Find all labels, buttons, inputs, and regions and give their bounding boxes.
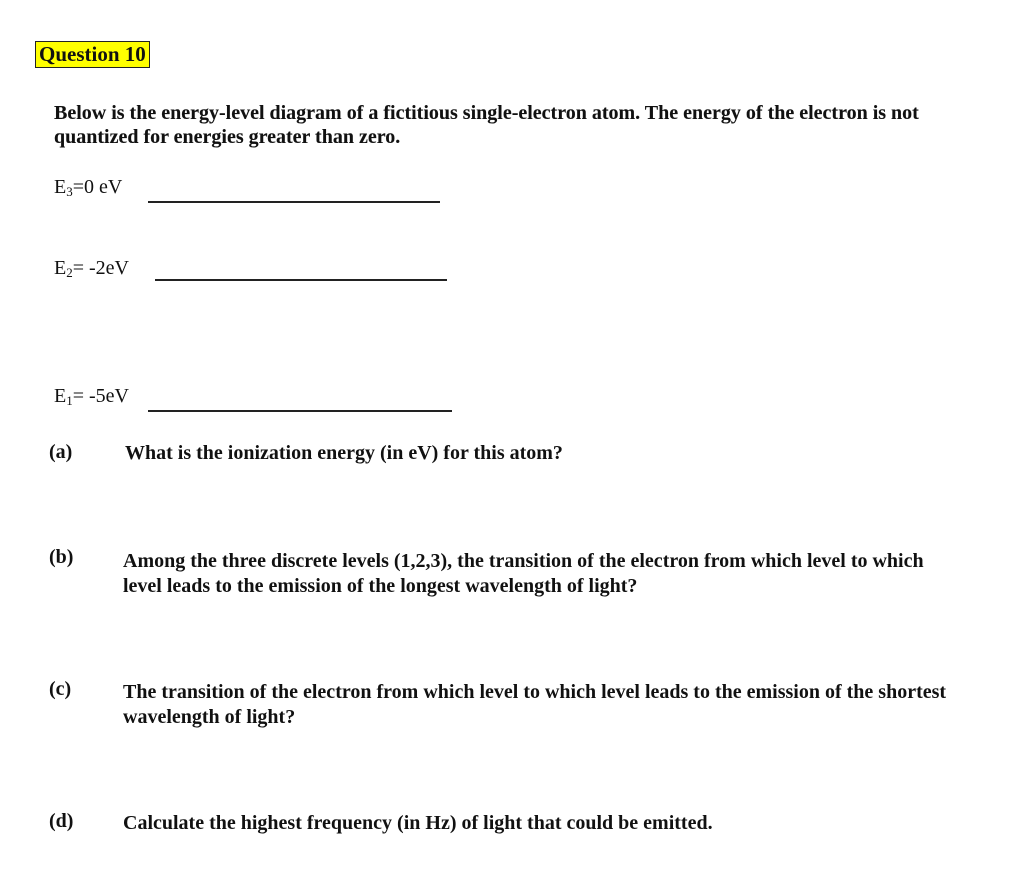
level-value: -5eV (89, 385, 129, 407)
energy-level-3-label (54, 176, 122, 198)
question-a-letter: (a) (49, 441, 73, 463)
level-relation: = (72, 385, 89, 407)
level-relation: = (72, 176, 84, 198)
intro-paragraph: Below is the energy-level diagram of a fictitious single-electron atom. The energy of the electron is not quantized for energies greater than zero. (54, 102, 919, 148)
question-d-text: Calculate the highest frequency (in Hz) of light that could be emitted. (123, 812, 713, 834)
level-value: 0 eV (84, 176, 123, 198)
energy-level-2-label (54, 257, 129, 279)
level-index: 1 (66, 393, 73, 408)
question-title: Question 10 (35, 41, 150, 68)
question-c-text: The transition of the electron from which level to which level leads to the emission of the shortest wavelength of light? (123, 681, 947, 728)
level-symbol: E (54, 176, 67, 198)
energy-level-1-label (54, 385, 129, 407)
level-index: 2 (66, 265, 73, 280)
level-symbol: E (54, 385, 67, 407)
energy-level-1-line (148, 410, 452, 412)
level-value: -2eV (89, 257, 129, 279)
question-a-text: What is the ionization energy (in eV) for this atom? (125, 442, 563, 464)
question-b-text: Among the three discrete levels (1,2,3), the transition of the electron from which level to which level leads to the emission of the longest wavelength of light? (123, 550, 924, 597)
question-b-letter: (b) (49, 546, 74, 568)
level-index: 3 (66, 184, 73, 199)
level-symbol: E (54, 257, 67, 279)
question-c-letter: (c) (49, 678, 72, 700)
energy-level-3-line (148, 201, 440, 203)
energy-level-2-line (155, 279, 447, 281)
question-d-letter: (d) (49, 810, 74, 832)
level-relation: = (72, 257, 89, 279)
